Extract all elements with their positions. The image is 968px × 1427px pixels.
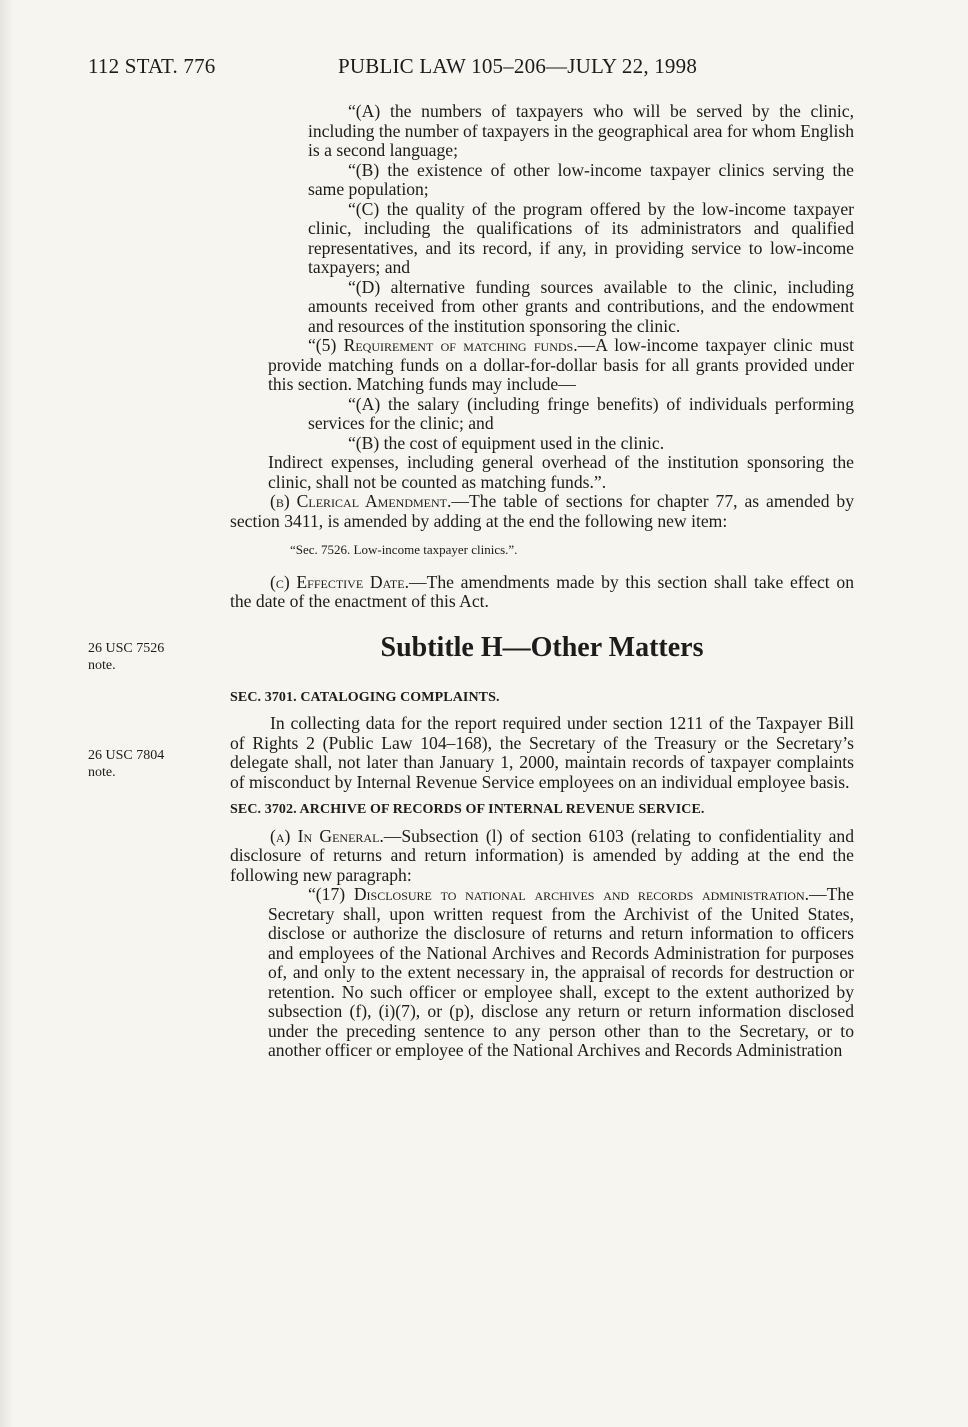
paragraph: “(D) alternative funding sources available to the clinic, including amounts received from other grants and contributions, and the endowment and resources of the institution sponsoring the clinic. (308, 276, 854, 336)
subsection-text: —Subsection (l) of section 6103 (relating to confidentiality and disclosure of returns and return information) is amended by adding at the end the following new paragraph: (230, 825, 854, 885)
margin-note-label: note. (88, 658, 116, 673)
subsection-text: —The amendments made by this section shall take effect on the date of the enactment of this Act. (230, 571, 854, 611)
page-reference: 112 STAT. 776 (88, 54, 216, 78)
paragraph: “(B) the cost of equipment used in the clinic. (348, 432, 665, 453)
paragraph: In collecting data for the report required under section 1211 of the Taxpayer Bill of Rights 2 (Public Law 104–168), the Secretary of the Treasury or the Secretary’s delegate shall, not later than January 1, 2000, maintain records of taxpayer complaints of misconduct by Internal Revenue Service employees on an individual employee basis. (230, 713, 854, 792)
paragraph-heading: “(17) Disclosure to national archives and records administration. (308, 884, 810, 904)
paragraph: Indirect expenses, including general overhead of the institution sponsoring the clinic, shall not be counted as matching funds.”. (268, 452, 854, 492)
margin-note-citation: 26 USC 7804 (88, 748, 165, 763)
section-heading: SEC. 3701. CATALOGING COMPLAINTS. (230, 689, 500, 705)
paragraph: “(A) the salary (including fringe benefits) of individuals performing services for the clinic; and (308, 393, 854, 433)
page-edge-shadow (0, 0, 14, 1427)
subsection-text: —The table of sections for chapter 77, as amended by section 3411, is amended by adding at the end the following new item: (230, 491, 855, 531)
running-header: PUBLIC LAW 105–206—JULY 22, 1998 (338, 54, 698, 78)
subsection-heading: (a) In General. (270, 825, 384, 846)
margin-note-citation: 26 USC 7526 (88, 641, 165, 656)
paragraph: “(C) the quality of the program offered by the low-income taxpayer clinic, including the qualifications of its administrators and qualified representatives, and its record, if any, in providing service to low-income taxpayers; and (308, 198, 854, 277)
paragraph-heading: “(5) Requirement of matching funds. (308, 335, 578, 355)
statute-text (230, 102, 854, 1061)
margin-note-label: note. (88, 765, 116, 780)
paragraph (230, 885, 854, 1061)
paragraph (230, 336, 854, 395)
paragraph: “(B) the existence of other low-income taxpayer clinics serving the same population; (308, 159, 854, 199)
paragraph (230, 827, 854, 886)
table-of-sections-item: “Sec. 7526. Low-income taxpayer clinics.”. (290, 542, 518, 557)
paragraph-text: —The Secretary shall, upon written request from the Archivist of the United States, disclose or authorize the disclosure of returns and return information to officers and employees of the National Archives and Records Administration for purposes of, and only to the extent necessary in, the appraisal of records for destruction or retention. No such officer or employee shall, except to the extent authorized by subsection (f), (i)(7), or (p), disclose any return or return information disclosed under the preceding sentence to any person other than to the Secretary, or to another officer or employee of the National Archives and Records Administration (268, 884, 854, 1060)
paragraph (230, 573, 854, 612)
margin-note (88, 640, 164, 674)
paragraph: “(A) the numbers of taxpayers who will be served by the clinic, including the number of taxpayers in the geographical area for whom English is a second language; (308, 101, 854, 160)
subsection-heading: (b) Clerical Amendment. (270, 491, 452, 511)
margin-note (88, 747, 164, 781)
paragraph-text: —A low-income taxpayer clinic must provide matching funds on a dollar-for-dollar basis for all grants provided under this section. Matching funds may include— (268, 335, 854, 394)
subtitle-heading: Subtitle H—Other Matters (380, 631, 704, 663)
section-heading: SEC. 3702. ARCHIVE OF RECORDS OF INTERNAL REVENUE SERVICE. (230, 802, 705, 817)
paragraph (230, 492, 854, 531)
subsection-heading: (c) Effective Date. (270, 571, 409, 592)
